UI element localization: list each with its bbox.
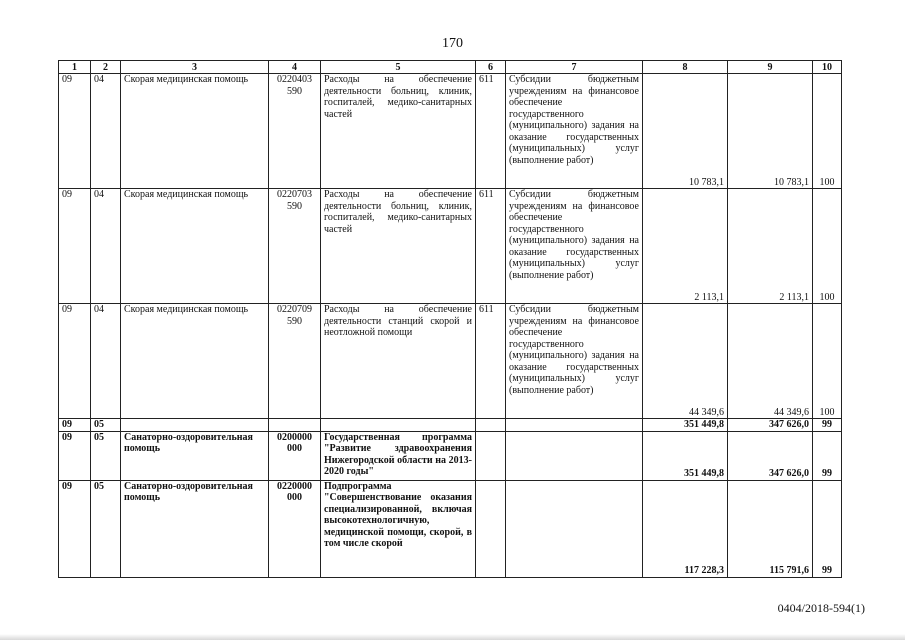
target-article-code [269, 419, 321, 432]
planned-amount: 351 449,8 [643, 419, 728, 432]
expense-type-code [476, 431, 506, 480]
table-row [59, 189, 842, 304]
col-header: 9 [728, 61, 813, 74]
planned-amount: 2 113,1 [643, 189, 728, 304]
section-code: 09 [59, 419, 91, 432]
target-article-name: Государственная программа "Развитие здравоохранения Нижегородской области на 2013-2020 годы" [321, 431, 476, 480]
expense-type-name: Субсидии бюджетным учреждениям на финансовое обеспечение государственного (муниципального) задания на оказание государственных (муниципальных) услуг (выполнение работ) [506, 189, 643, 304]
col-header: 2 [91, 61, 121, 74]
target-article-code: 0200000 000 [269, 431, 321, 480]
section-code: 09 [59, 431, 91, 480]
document-code: 0404/2018-594(1) [777, 601, 865, 615]
expense-type-name [506, 419, 643, 432]
subsection-name [121, 419, 269, 432]
planned-amount: 117 228,3 [643, 480, 728, 577]
actual-amount: 2 113,1 [728, 189, 813, 304]
section-code: 09 [59, 74, 91, 189]
execution-percent: 99 [813, 419, 842, 432]
execution-percent: 100 [813, 304, 842, 419]
col-header: 10 [813, 61, 842, 74]
target-article-code: 0220703 590 [269, 189, 321, 304]
table-row [59, 480, 842, 577]
target-article-name: Расходы на обеспечение деятельности станций скорой и неотложной помощи [321, 304, 476, 419]
expense-type-code [476, 480, 506, 577]
expense-type-code: 611 [476, 74, 506, 189]
actual-amount: 347 626,0 [728, 419, 813, 432]
section-code: 09 [59, 304, 91, 419]
scan-edge [0, 634, 905, 640]
col-header: 7 [506, 61, 643, 74]
target-article-name: Подпрограмма "Совершенствование оказания специализированной, включая высокотехнологичную, медицинской помощи, скорой, в том числе скорой [321, 480, 476, 577]
expense-type-code [476, 419, 506, 432]
target-article-name [321, 419, 476, 432]
col-header: 5 [321, 61, 476, 74]
subsection-code: 04 [91, 304, 121, 419]
subsection-name: Санаторно-оздоровительная помощь [121, 480, 269, 577]
subsection-code: 05 [91, 431, 121, 480]
page-number: 170 [442, 36, 463, 51]
subsection-code: 05 [91, 419, 121, 432]
expense-type-name: Субсидии бюджетным учреждениям на финансовое обеспечение государственного (муниципального) задания на оказание государственных (муниципальных) услуг (выполнение работ) [506, 304, 643, 419]
execution-percent: 100 [813, 189, 842, 304]
expense-type-code: 611 [476, 189, 506, 304]
budget-table [58, 60, 842, 578]
table-row [59, 304, 842, 419]
col-header: 1 [59, 61, 91, 74]
expense-type-name [506, 480, 643, 577]
section-code: 09 [59, 480, 91, 577]
subsection-name: Скорая медицинская помощь [121, 304, 269, 419]
planned-amount: 10 783,1 [643, 74, 728, 189]
header-row [59, 61, 842, 74]
actual-amount: 347 626,0 [728, 431, 813, 480]
execution-percent: 100 [813, 74, 842, 189]
subsection-name: Скорая медицинская помощь [121, 74, 269, 189]
actual-amount: 10 783,1 [728, 74, 813, 189]
target-article-code: 0220000 000 [269, 480, 321, 577]
actual-amount: 44 349,6 [728, 304, 813, 419]
col-header: 8 [643, 61, 728, 74]
table-row [59, 431, 842, 480]
subsection-code: 04 [91, 189, 121, 304]
col-header: 6 [476, 61, 506, 74]
table-row [59, 419, 842, 432]
target-article-code: 0220403 590 [269, 74, 321, 189]
target-article-name: Расходы на обеспечение деятельности больниц, клиник, госпиталей, медико-санитарных частей [321, 189, 476, 304]
planned-amount: 351 449,8 [643, 431, 728, 480]
subsection-code: 04 [91, 74, 121, 189]
planned-amount: 44 349,6 [643, 304, 728, 419]
col-header: 4 [269, 61, 321, 74]
subsection-name: Скорая медицинская помощь [121, 189, 269, 304]
table-row [59, 74, 842, 189]
execution-percent: 99 [813, 431, 842, 480]
subsection-name: Санаторно-оздоровительная помощь [121, 431, 269, 480]
actual-amount: 115 791,6 [728, 480, 813, 577]
subsection-code: 05 [91, 480, 121, 577]
expense-type-name: Субсидии бюджетным учреждениям на финансовое обеспечение государственного (муниципального) задания на оказание государственных (муниципальных) услуг (выполнение работ) [506, 74, 643, 189]
section-code: 09 [59, 189, 91, 304]
execution-percent: 99 [813, 480, 842, 577]
target-article-code: 0220709 590 [269, 304, 321, 419]
col-header: 3 [121, 61, 269, 74]
expense-type-name [506, 431, 643, 480]
target-article-name: Расходы на обеспечение деятельности больниц, клиник, госпиталей, медико-санитарных частей [321, 74, 476, 189]
expense-type-code: 611 [476, 304, 506, 419]
